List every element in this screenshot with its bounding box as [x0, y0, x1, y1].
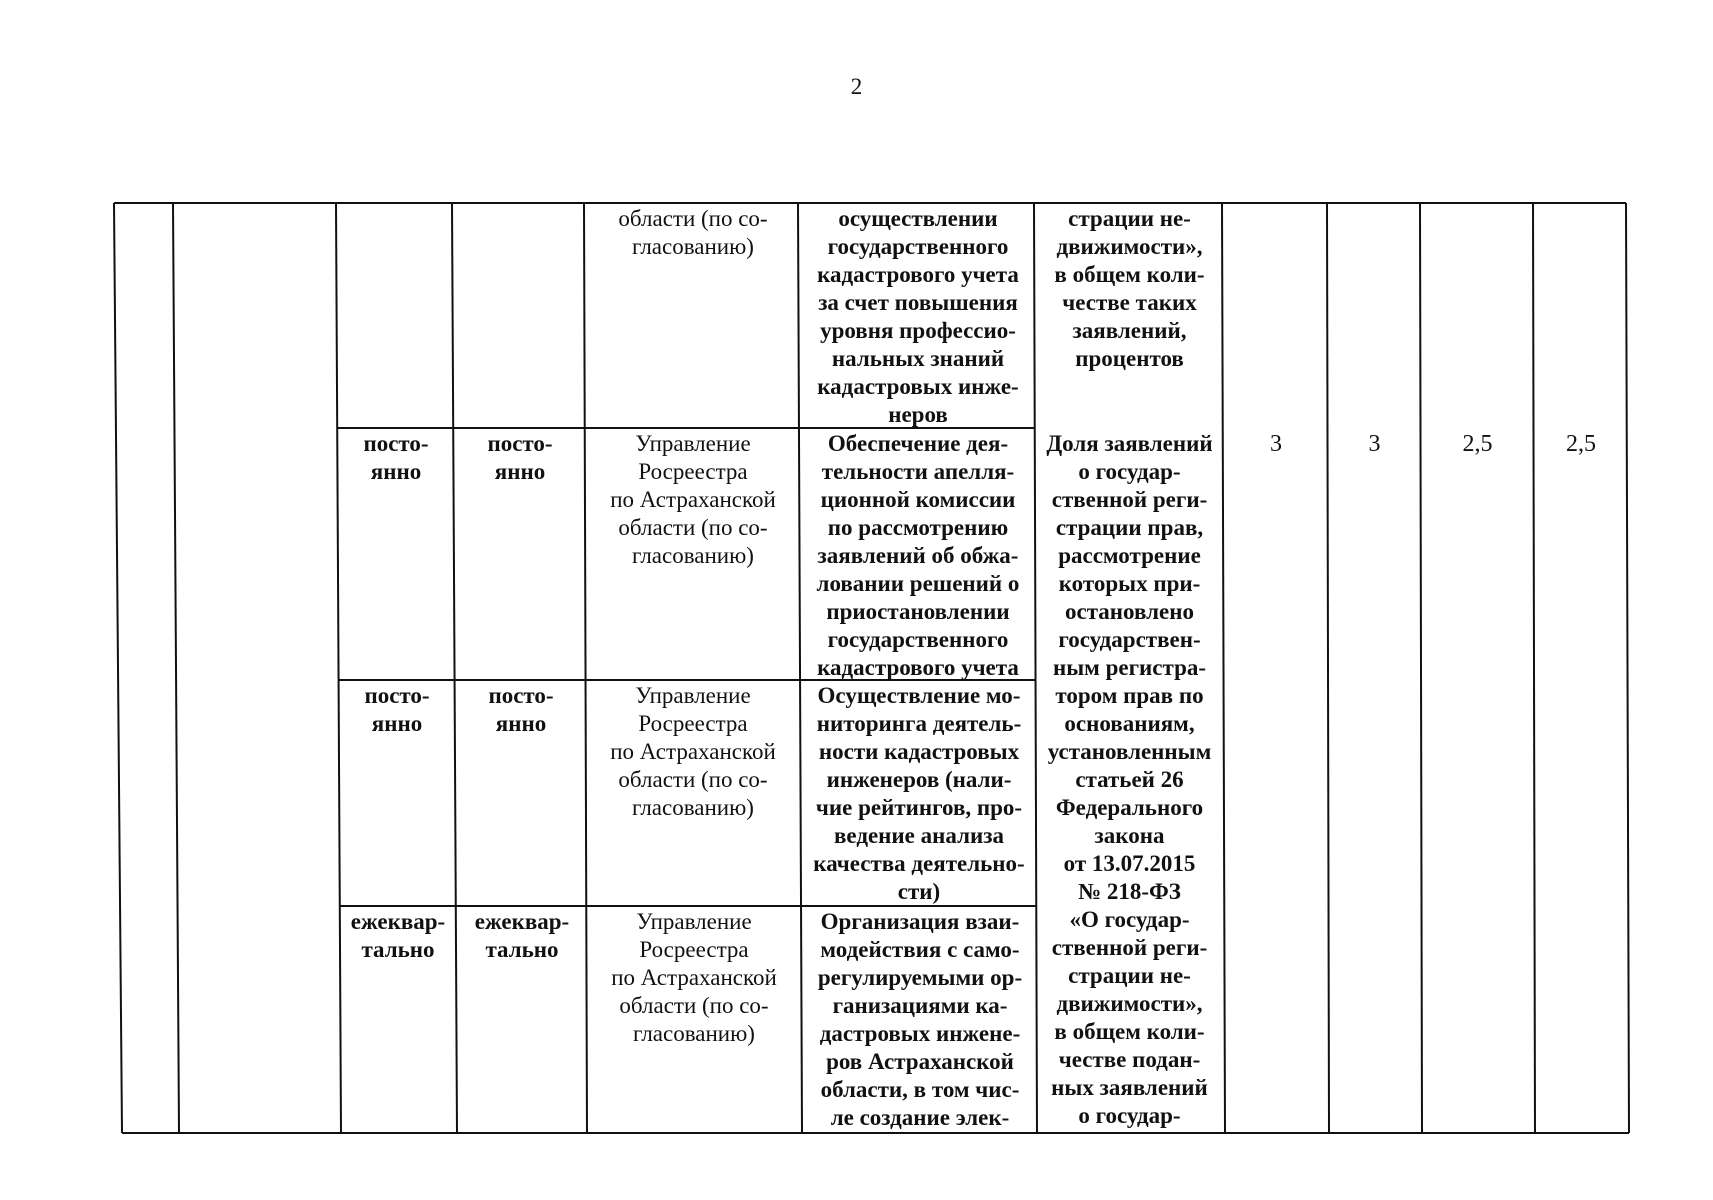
- row1-measure: Обеспечение дея- тельности апелля- ционной комиссии по рассмотрению заявлений об обжа- ловании решений о приостановлении государственного кадастрового учета: [816, 431, 1020, 680]
- cont-executor-cell: области (по со- гласованию): [618, 206, 768, 259]
- row1-executor: Управление Росреестра по Астраханской области (по со- гласованию): [610, 431, 776, 568]
- row2-term-start: посто- янно: [364, 683, 430, 736]
- value-cell-3: 2,5: [1462, 431, 1493, 457]
- row3-term-end: ежеквар- тально: [474, 909, 570, 962]
- indicator-cell: Доля заявлений о государ- ственной реги- страции прав, рассмотрение которых при- остановлено государствен- ным регистра- тором прав по основаниям, установленным статьей 26 Федерального закона от 13.07.2015 № 218-ФЗ «О государ- ственной реги- страции не- движимости», в общем коли- честве подан- ных заявлений о государ-: [1046, 431, 1213, 1128]
- page-number: 2: [850, 74, 863, 99]
- row1-term-start: посто- янно: [363, 431, 429, 484]
- value-cell-4: 2,5: [1566, 431, 1596, 457]
- row2-executor: Управление Росреестра по Астраханской области (по со- гласованию): [610, 683, 776, 820]
- row1-term-end: посто- янно: [487, 431, 553, 484]
- row2-term-end: посто- янно: [488, 683, 554, 736]
- cont-indicator-cell: страции не- движимости», в общем коли- честве таких заявлений, процентов: [1054, 206, 1205, 371]
- row2-measure: Осуществление мо- ниторинга деятель- ности кадастровых инженеров (нали- чие рейтингов, про- ведение анализа качества деятельно- сти): [813, 683, 1025, 904]
- value-cell-2: 3: [1368, 431, 1381, 457]
- row3-executor: Управление Росреестра по Астраханской области (по со- гласованию): [611, 909, 777, 1046]
- row3-measure: Организация взаи- модействия с само- регулируемыми ор- ганизациями ка- дастровых инжене- ров Астраханской области, в том чис- ле создание элек-: [817, 909, 1023, 1130]
- row3-term-start: ежеквар- тально: [350, 909, 446, 962]
- cont-measure-cell: осуществлении государственного кадастрового учета за счет повышения уровня профессио- нальных знаний кадастровых инже- неров: [817, 206, 1019, 427]
- value-cell-1: 3: [1270, 431, 1282, 457]
